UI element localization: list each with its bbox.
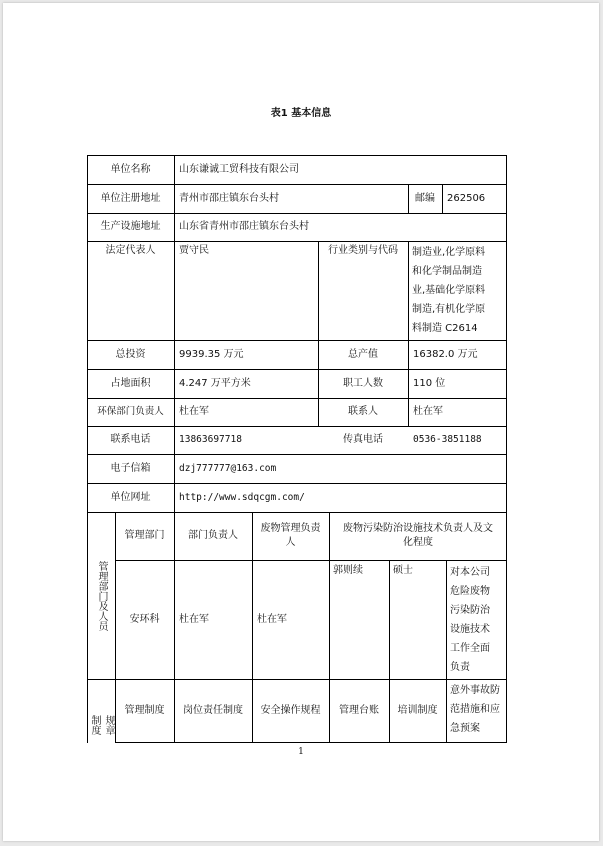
tech-duty-line: 污染防治 xyxy=(450,605,490,616)
staff-value: 110 位 xyxy=(413,377,446,389)
rules-item-emergency xyxy=(446,679,507,742)
management-side-label xyxy=(87,512,115,679)
industry-line: 制造,有机化学原 xyxy=(412,304,486,315)
rules-item: 安全操作规程 xyxy=(260,704,321,716)
industry-label: 行业类别与代码 xyxy=(328,245,398,256)
tech-duty-line: 负责 xyxy=(450,662,470,673)
tech-duty-line: 工作全面 xyxy=(450,643,490,654)
document-title: 表1 基本信息 xyxy=(270,108,332,119)
fax-value: 0536-3851188 xyxy=(413,434,482,445)
tech-duty-line: 设施技术 xyxy=(450,624,490,635)
phone-value: 13863697718 xyxy=(179,434,242,445)
industry-line: 和化学制品制造 xyxy=(412,266,482,277)
rules-emergency-line: 意外事故防 xyxy=(450,685,500,696)
tech-duty-line: 危险废物 xyxy=(450,586,490,597)
website-label: 单位网址 xyxy=(110,491,151,503)
tech-head-header xyxy=(329,512,507,560)
email-label: 电子信箱 xyxy=(110,462,151,474)
rules-emergency-line: 急预案 xyxy=(450,723,480,734)
waste-head-header-line: 废物管理负责 xyxy=(260,523,321,534)
page-number: 1 xyxy=(298,747,304,757)
env-head-label: 环保部门负责人 xyxy=(97,406,164,417)
company-name-label: 单位名称 xyxy=(110,163,151,175)
waste-head-header xyxy=(252,512,329,560)
legal-rep-value: 贾守民 xyxy=(179,245,209,256)
facility-address-label: 生产设施地址 xyxy=(100,221,161,232)
document-page xyxy=(3,3,599,841)
zip-label: 邮编 xyxy=(415,192,435,204)
dept-head-value: 杜在军 xyxy=(179,613,209,625)
tech-duty-value xyxy=(446,560,507,679)
industry-line: 制造业,化学原料 xyxy=(412,247,486,258)
rules-side-text: 规章制度 xyxy=(89,715,114,735)
output-value: 16382.0 万元 xyxy=(413,348,478,360)
basic-info-table xyxy=(87,155,507,743)
phone-label: 联系电话 xyxy=(110,434,151,445)
facility-address-value: 山东省青州市邵庄镇东台头村 xyxy=(179,221,309,232)
industry-line: 业,基础化学原料 xyxy=(412,285,486,296)
env-head-value: 杜在军 xyxy=(179,406,209,417)
zip-value: 262506 xyxy=(447,192,486,204)
tech-degree-value: 硕士 xyxy=(393,565,413,576)
tech-duty-line: 对本公司 xyxy=(450,567,490,578)
waste-head-value: 杜在军 xyxy=(257,613,287,625)
dept-header: 管理部门 xyxy=(124,530,165,541)
website-value[interactable]: http://www.sdqcgm.com/ xyxy=(179,491,305,503)
email-value[interactable]: dzj777777@163.com xyxy=(179,462,277,474)
rules-side-label xyxy=(87,679,115,743)
management-side-text: 管理部门及人员 xyxy=(96,560,107,631)
legal-rep-label: 法定代表人 xyxy=(105,245,156,256)
staff-label: 职工人数 xyxy=(343,377,383,389)
contact-label: 联系人 xyxy=(348,406,378,417)
output-label: 总产值 xyxy=(348,348,378,360)
rules-item: 管理台账 xyxy=(339,704,379,716)
company-name-value: 山东谦诚工贸科技有限公司 xyxy=(179,163,299,175)
fax-label: 传真电话 xyxy=(343,434,383,445)
tech-head-header-line: 废物污染防治设施技术负责人及文 xyxy=(343,523,493,534)
industry-value xyxy=(408,243,507,339)
rules-item: 培训制度 xyxy=(397,704,438,716)
investment-value: 9939.35 万元 xyxy=(179,348,244,360)
contact-value: 杜在军 xyxy=(413,406,443,417)
rules-item: 管理制度 xyxy=(124,704,165,716)
address-value: 青州市邵庄镇东台头村 xyxy=(179,192,279,204)
investment-label: 总投资 xyxy=(115,348,146,360)
tech-head-header-line: 化程度 xyxy=(403,537,433,548)
rules-emergency-line: 范措施和应 xyxy=(450,704,500,715)
area-value: 4.247 万平方米 xyxy=(179,377,251,389)
address-label: 单位注册地址 xyxy=(100,192,161,204)
industry-line: 料制造 C2614 xyxy=(412,323,478,334)
tech-name-value: 郭则续 xyxy=(333,565,363,576)
rules-item: 岗位责任制度 xyxy=(183,704,243,716)
area-label: 占地面积 xyxy=(110,377,151,389)
dept-head-header: 部门负责人 xyxy=(188,530,238,541)
dept-value: 安环科 xyxy=(129,613,160,625)
waste-head-header-line: 人 xyxy=(285,537,296,548)
